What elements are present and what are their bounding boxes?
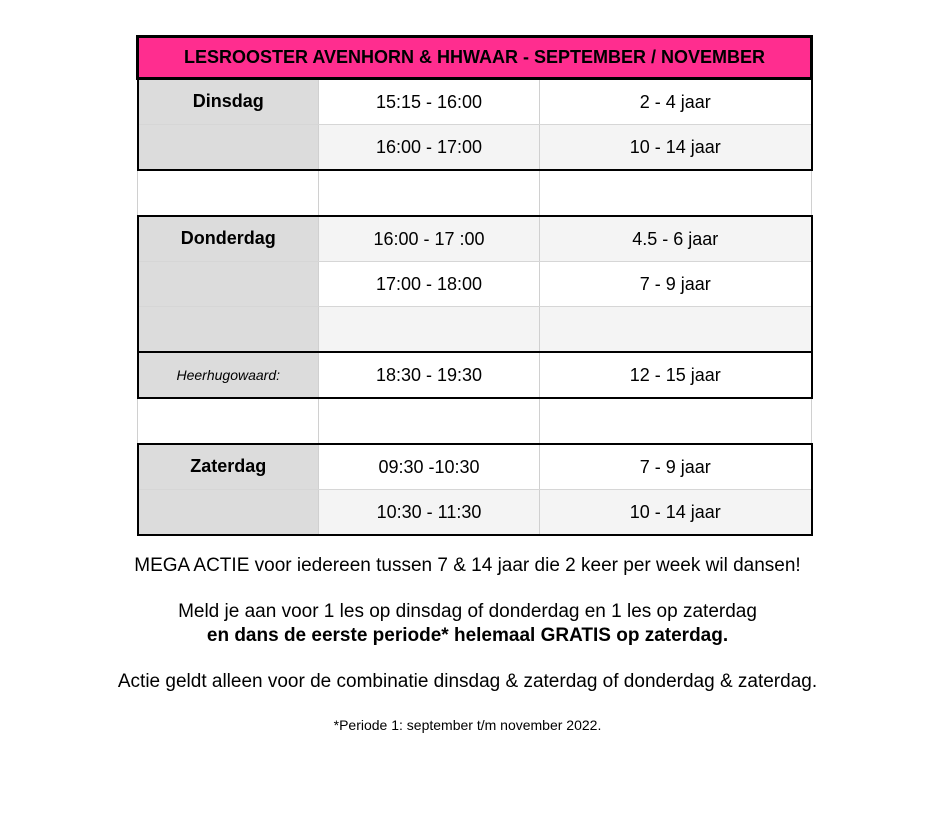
age-cell: 7 - 9 jaar bbox=[540, 262, 812, 307]
table-row bbox=[138, 262, 812, 307]
spacer-cell bbox=[138, 170, 319, 216]
day-cell bbox=[138, 125, 319, 171]
table-row bbox=[138, 307, 812, 353]
spacer-cell bbox=[540, 170, 812, 216]
location-cell: Heerhugowaard: bbox=[138, 352, 319, 398]
time-cell bbox=[319, 307, 540, 353]
schedule-table bbox=[136, 35, 813, 536]
day-cell: Zaterdag bbox=[138, 444, 319, 490]
time-cell: 18:30 - 19:30 bbox=[319, 352, 540, 398]
age-cell: 7 - 9 jaar bbox=[540, 444, 812, 490]
age-cell: 2 - 4 jaar bbox=[540, 79, 812, 125]
age-cell bbox=[540, 307, 812, 353]
spacer-row bbox=[138, 170, 812, 216]
table-row bbox=[138, 490, 812, 536]
signup-text: Meld je aan voor 1 les op dinsdag of donderdag en 1 les op zaterdag bbox=[178, 601, 757, 622]
time-cell: 17:00 - 18:00 bbox=[319, 262, 540, 307]
condition-text: Actie geldt alleen voor de combinatie dinsdag & zaterdag of donderdag & zaterdag. bbox=[117, 671, 818, 692]
spacer-cell bbox=[540, 398, 812, 444]
promo-notes bbox=[0, 554, 935, 734]
spacer-row bbox=[138, 398, 812, 444]
time-cell: 16:00 - 17 :00 bbox=[319, 216, 540, 262]
spacer-cell bbox=[138, 398, 319, 444]
day-cell bbox=[138, 490, 319, 536]
table-row bbox=[138, 125, 812, 171]
day-cell bbox=[138, 307, 319, 353]
age-cell: 10 - 14 jaar bbox=[540, 490, 812, 536]
table-row bbox=[138, 216, 812, 262]
signup-bold-text: en dans de eerste periode* helemaal GRATIS op zaterdag. bbox=[206, 625, 729, 646]
day-cell bbox=[138, 262, 319, 307]
time-cell: 10:30 - 11:30 bbox=[319, 490, 540, 536]
time-cell: 15:15 - 16:00 bbox=[319, 79, 540, 125]
schedule-title: LESROOSTER AVENHORN & HHWAAR - SEPTEMBER / NOVEMBER bbox=[138, 37, 812, 79]
table-row bbox=[138, 352, 812, 398]
spacer-cell bbox=[319, 398, 540, 444]
age-cell: 10 - 14 jaar bbox=[540, 125, 812, 171]
table-row bbox=[138, 444, 812, 490]
spacer-cell bbox=[319, 170, 540, 216]
day-cell: Donderdag bbox=[138, 216, 319, 262]
footnote: *Periode 1: september t/m november 2022. bbox=[333, 717, 602, 733]
promo-text: MEGA ACTIE voor iedereen tussen 7 & 14 jaar die 2 keer per week wil dansen! bbox=[134, 555, 801, 576]
table-row bbox=[138, 79, 812, 125]
age-cell: 4.5 - 6 jaar bbox=[540, 216, 812, 262]
day-cell: Dinsdag bbox=[138, 79, 319, 125]
time-cell: 16:00 - 17:00 bbox=[319, 125, 540, 171]
time-cell: 09:30 -10:30 bbox=[319, 444, 540, 490]
age-cell: 12 - 15 jaar bbox=[540, 352, 812, 398]
